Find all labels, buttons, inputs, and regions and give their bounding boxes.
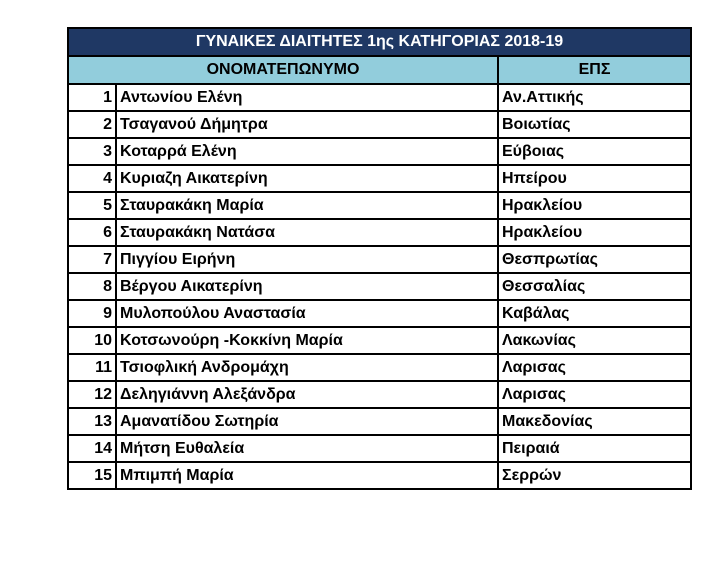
table-row bbox=[68, 354, 691, 381]
row-number: 2 bbox=[68, 111, 116, 138]
referee-name: Βέργου Αικατερίνη bbox=[116, 273, 498, 300]
referee-name: Δεληγιάννη Αλεξάνδρα bbox=[116, 381, 498, 408]
table-row bbox=[68, 327, 691, 354]
referees-table bbox=[67, 27, 692, 490]
referee-name: Μυλοπούλου Αναστασία bbox=[116, 300, 498, 327]
header-row bbox=[68, 56, 691, 84]
referee-name: Μήτση Ευθαλεία bbox=[116, 435, 498, 462]
referee-name: Αντωνίου Ελένη bbox=[116, 84, 498, 111]
table-row bbox=[68, 165, 691, 192]
row-number: 8 bbox=[68, 273, 116, 300]
table-row bbox=[68, 435, 691, 462]
row-number: 4 bbox=[68, 165, 116, 192]
referee-name: Τσιοφλική Ανδρομάχη bbox=[116, 354, 498, 381]
table-row bbox=[68, 192, 691, 219]
row-number: 6 bbox=[68, 219, 116, 246]
referee-eps: Ηρακλείου bbox=[498, 192, 691, 219]
referee-eps: Πειραιά bbox=[498, 435, 691, 462]
row-number: 15 bbox=[68, 462, 116, 489]
row-number: 9 bbox=[68, 300, 116, 327]
referee-name: Κοτσωνούρη -Κοκκίνη Μαρία bbox=[116, 327, 498, 354]
referee-name: Κοταρρά Ελένη bbox=[116, 138, 498, 165]
referee-eps: Αν.Αττικής bbox=[498, 84, 691, 111]
table-title: ΓΥΝΑΙΚΕΣ ΔΙΑΙΤΗΤΕΣ 1ης ΚΑΤΗΓΟΡΙΑΣ 2018-19 bbox=[68, 28, 691, 56]
row-number: 11 bbox=[68, 354, 116, 381]
referee-eps: Μακεδονίας bbox=[498, 408, 691, 435]
row-number: 7 bbox=[68, 246, 116, 273]
referee-eps: Θεσσαλίας bbox=[498, 273, 691, 300]
referee-eps: Καβάλας bbox=[498, 300, 691, 327]
title-row bbox=[68, 28, 691, 56]
table-row bbox=[68, 246, 691, 273]
table-row bbox=[68, 219, 691, 246]
table-row bbox=[68, 111, 691, 138]
referee-name: Σταυρακάκη Νατάσα bbox=[116, 219, 498, 246]
referee-eps: Ηπείρου bbox=[498, 165, 691, 192]
table-body bbox=[68, 84, 691, 489]
referee-name: Μπιμπή Μαρία bbox=[116, 462, 498, 489]
referee-eps: Βοιωτίας bbox=[498, 111, 691, 138]
referee-eps: Ηρακλείου bbox=[498, 219, 691, 246]
row-number: 3 bbox=[68, 138, 116, 165]
table-row bbox=[68, 408, 691, 435]
row-number: 13 bbox=[68, 408, 116, 435]
row-number: 10 bbox=[68, 327, 116, 354]
table-row bbox=[68, 300, 691, 327]
table-row bbox=[68, 84, 691, 111]
referee-eps: Θεσπρωτίας bbox=[498, 246, 691, 273]
referee-eps: Εύβοιας bbox=[498, 138, 691, 165]
table-row bbox=[68, 138, 691, 165]
table-row bbox=[68, 462, 691, 489]
referee-eps: Λαρισας bbox=[498, 354, 691, 381]
referee-eps: Λακωνίας bbox=[498, 327, 691, 354]
referee-eps: Σερρών bbox=[498, 462, 691, 489]
column-header-name: ΟΝΟΜΑΤΕΠΩΝΥΜΟ bbox=[68, 56, 498, 84]
referee-eps: Λαρισας bbox=[498, 381, 691, 408]
referee-name: Αμανατίδου Σωτηρία bbox=[116, 408, 498, 435]
row-number: 12 bbox=[68, 381, 116, 408]
referee-name: Κυριαζη Αικατερίνη bbox=[116, 165, 498, 192]
row-number: 14 bbox=[68, 435, 116, 462]
column-header-eps: ΕΠΣ bbox=[498, 56, 691, 84]
referee-name: Πιγγίου Ειρήνη bbox=[116, 246, 498, 273]
table-row bbox=[68, 381, 691, 408]
referee-name: Τσαγανού Δήμητρα bbox=[116, 111, 498, 138]
row-number: 1 bbox=[68, 84, 116, 111]
table-row bbox=[68, 273, 691, 300]
referee-name: Σταυρακάκη Μαρία bbox=[116, 192, 498, 219]
row-number: 5 bbox=[68, 192, 116, 219]
